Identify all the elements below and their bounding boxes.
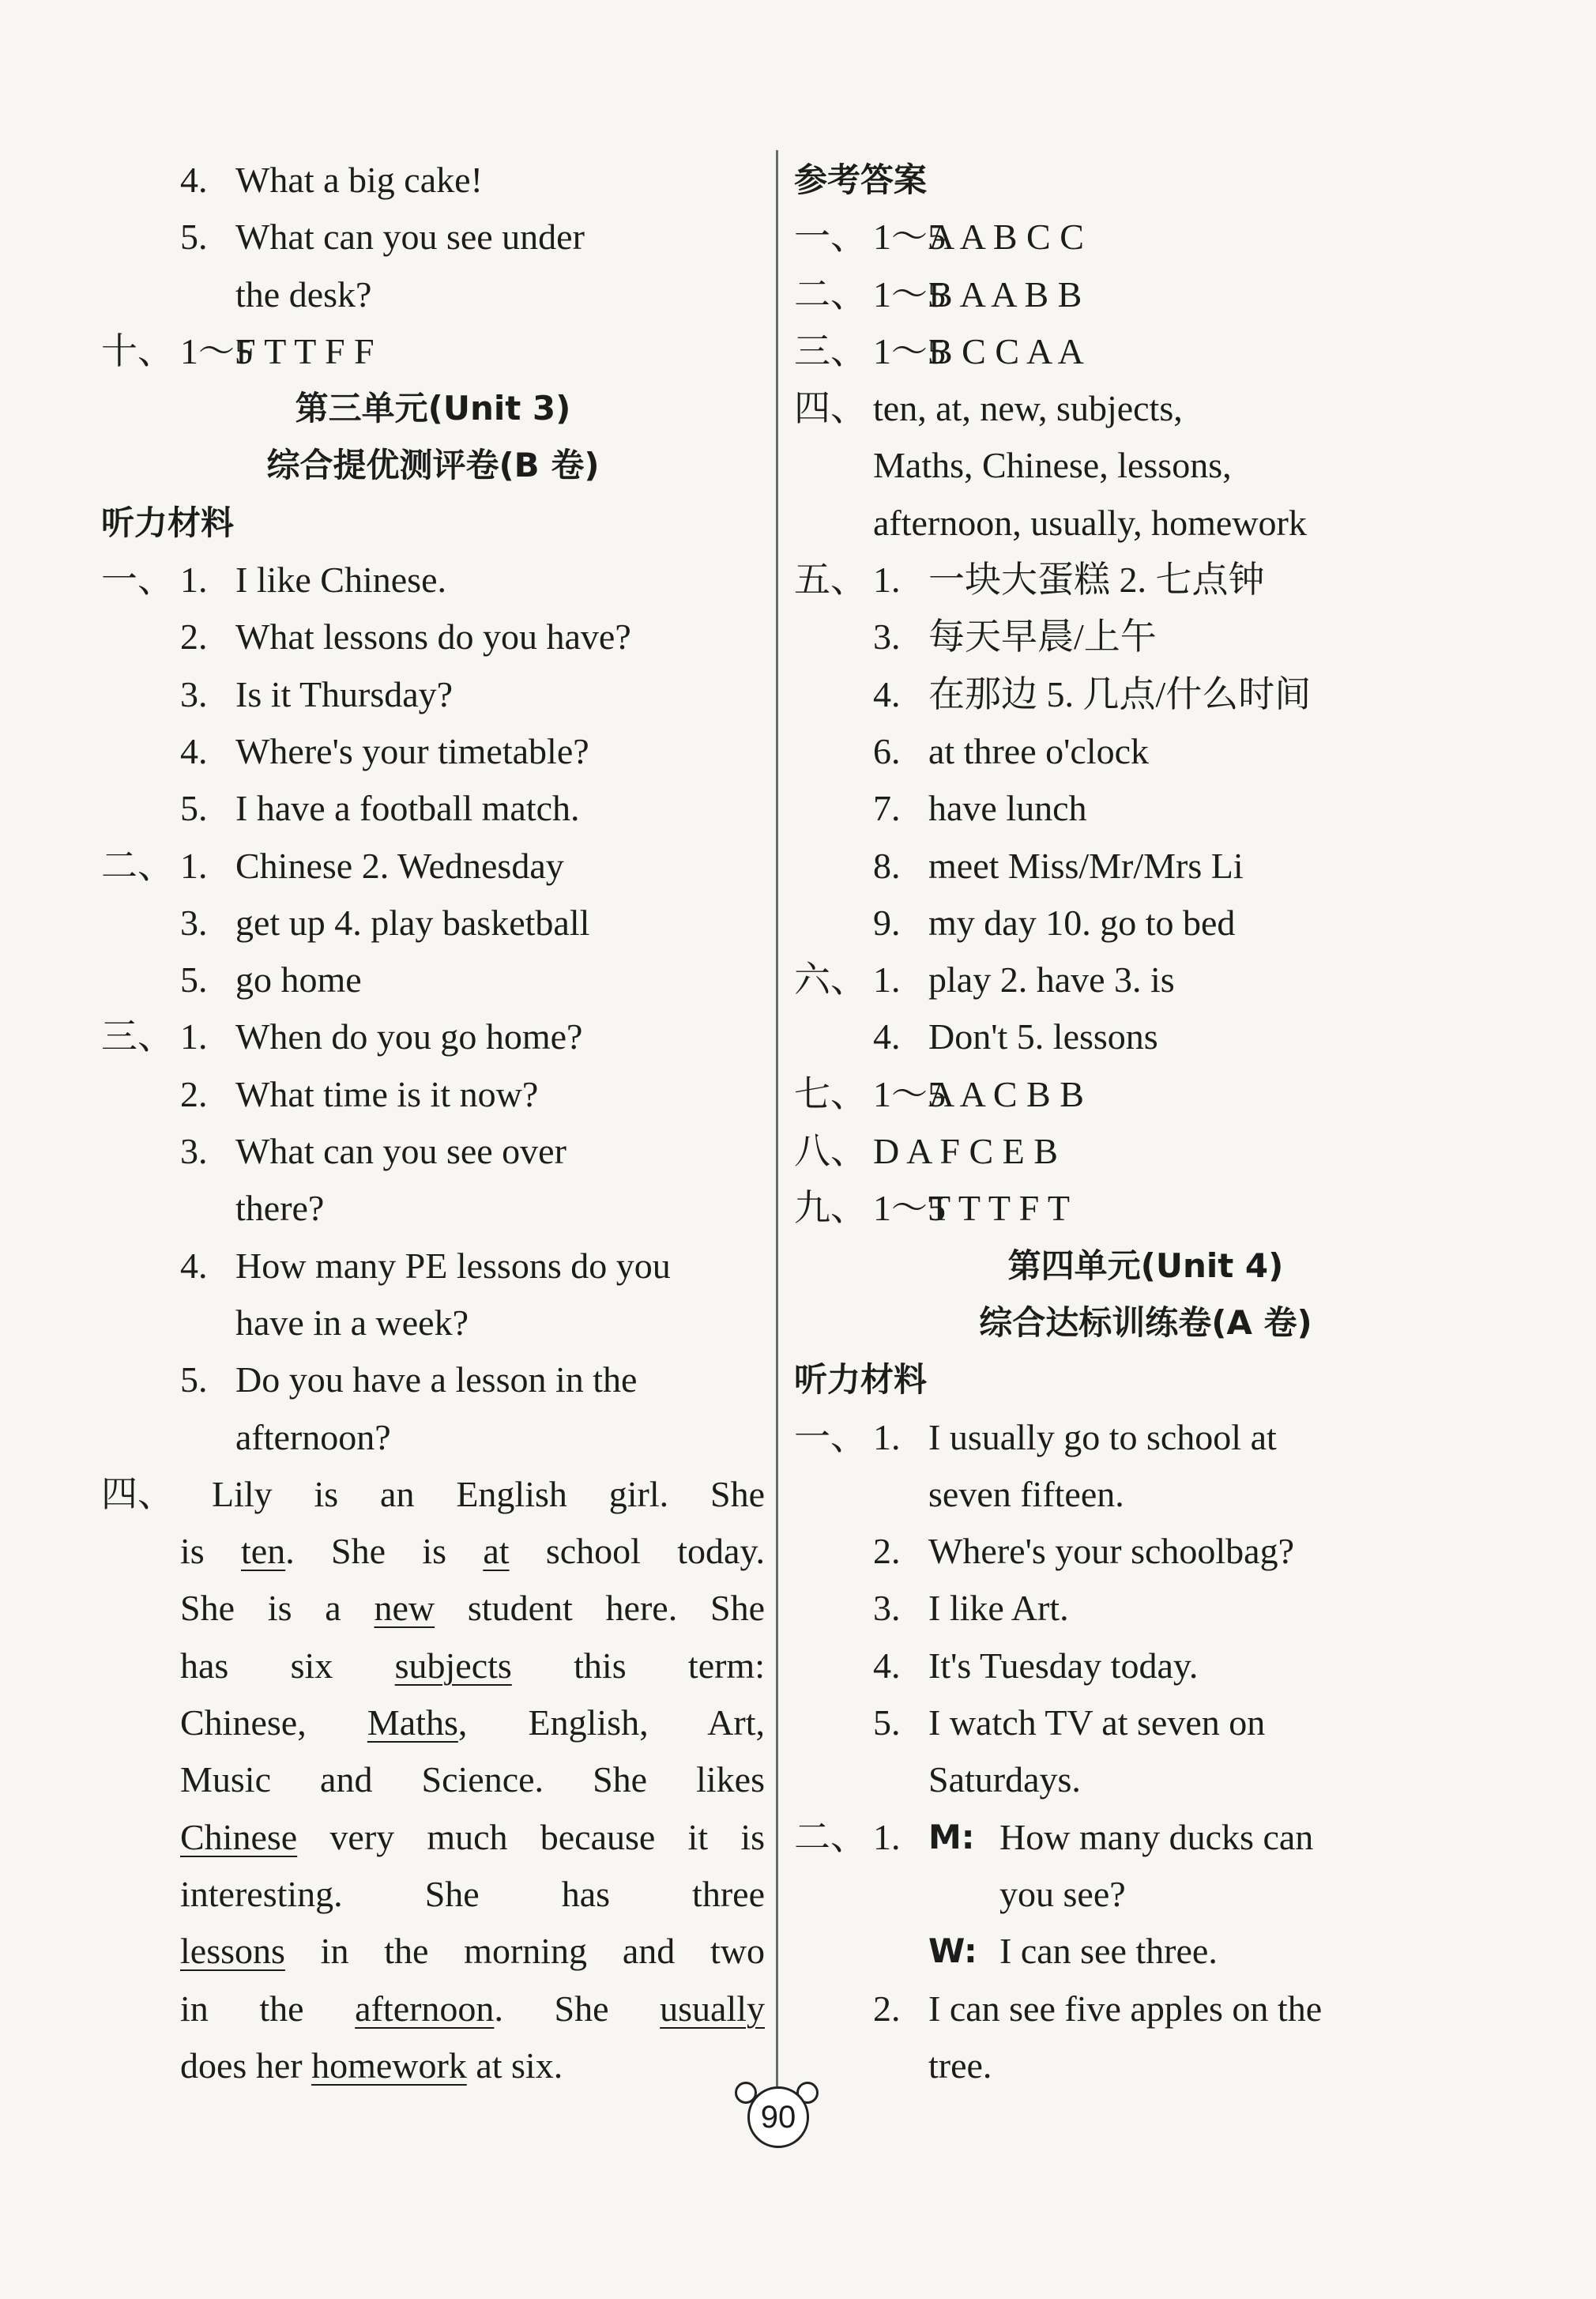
- item-text: I have a football match.: [235, 788, 580, 829]
- item-text: tree.: [928, 2045, 992, 2086]
- text-line: [794, 1694, 1497, 1751]
- text-line: [101, 209, 765, 266]
- passage-line: [180, 1638, 765, 1694]
- passage-line: [180, 1809, 765, 1866]
- passage-line: [180, 1694, 765, 1751]
- item-text: I usually go to school at: [928, 1416, 1277, 1457]
- text-line: [794, 266, 1497, 323]
- question-marker: 二、: [794, 273, 867, 315]
- question-marker: 二、: [101, 845, 174, 886]
- blank-answer: Maths: [367, 1702, 458, 1743]
- text-line: [101, 666, 765, 723]
- text-line: [794, 1295, 1497, 1351]
- answer-text: Maths, Chinese, lessons,: [873, 445, 1232, 486]
- passage-text: interesting. She has three: [180, 1873, 765, 1914]
- question-marker: 一、: [794, 1416, 867, 1457]
- blank-answer: afternoon: [355, 1988, 495, 2029]
- passage-text: . She: [494, 1988, 661, 2029]
- item-number: 2.: [180, 1073, 208, 1114]
- speaker-label: M:: [928, 1817, 975, 1856]
- passage-line: [180, 1923, 765, 1980]
- item-text: 在那边 5. 几点/什么时间: [928, 673, 1312, 714]
- question-marker: 三、: [794, 330, 867, 371]
- item-number: 4.: [180, 730, 208, 771]
- section-heading: 第三单元(Unit 3): [295, 389, 571, 428]
- item-number: 6.: [873, 730, 901, 771]
- item-text: B C C A A: [928, 330, 1084, 371]
- item-text: have lunch: [928, 788, 1087, 829]
- text-line: [101, 1751, 765, 1808]
- item-text: A A B C C: [928, 217, 1084, 258]
- text-line: [794, 1466, 1497, 1523]
- text-line: [794, 437, 1497, 494]
- item-number: 4.: [180, 160, 208, 200]
- section-title: 听力材料: [101, 503, 235, 542]
- text-line: [794, 1180, 1497, 1237]
- item-text: When do you go home?: [235, 1016, 583, 1057]
- blank-answer: usually: [660, 1988, 766, 2029]
- item-number: 9.: [873, 902, 901, 943]
- item-text: How many PE lessons do you: [235, 1245, 671, 1286]
- text-line: [794, 1008, 1497, 1065]
- item-text: What can you see over: [235, 1131, 567, 1172]
- speaker-label: W:: [928, 1932, 977, 1971]
- item-text: How many ducks can: [999, 1816, 1314, 1857]
- passage-text: , English, Art,: [457, 1702, 766, 1743]
- item-number: 5.: [180, 217, 208, 258]
- text-line: [101, 1638, 765, 1694]
- text-line: [794, 1751, 1497, 1808]
- text-line: [794, 609, 1497, 665]
- passage-text: this term:: [511, 1645, 765, 1686]
- item-number: 4.: [873, 673, 901, 714]
- item-text: I watch TV at seven on: [928, 1702, 1266, 1743]
- text-line: [794, 1523, 1497, 1580]
- text-line: [101, 495, 765, 552]
- blank-answer: homework: [311, 2045, 467, 2086]
- text-line: [101, 1866, 765, 1923]
- item-number: 5.: [180, 1359, 208, 1400]
- text-line: [101, 1523, 765, 1580]
- text-line: [794, 1809, 1497, 1866]
- item-number: 4.: [873, 1016, 901, 1057]
- passage-text: She is a: [180, 1588, 375, 1629]
- page-number: 90: [747, 2086, 809, 2148]
- item-number: 1～5: [873, 330, 946, 371]
- section-heading: 综合提优测评卷(B 卷): [266, 446, 600, 485]
- right-column: [794, 152, 1497, 2094]
- blank-answer: ten: [241, 1531, 286, 1572]
- text-line: [101, 1295, 765, 1351]
- text-line: [101, 1923, 765, 1980]
- item-text: Saturdays.: [928, 1759, 1081, 1800]
- passage-text: student here. She: [435, 1588, 765, 1629]
- item-number: 1.: [180, 560, 208, 601]
- item-number: 3.: [180, 1131, 208, 1172]
- text-line: [794, 1923, 1497, 1980]
- text-line: [101, 380, 765, 437]
- text-line: [101, 266, 765, 323]
- item-text: What time is it now?: [235, 1073, 539, 1114]
- passage-text: in the morning and two: [284, 1931, 765, 1972]
- passage-text: at six.: [466, 2045, 563, 2086]
- text-line: [794, 495, 1497, 552]
- item-text: seven fifteen.: [928, 1473, 1124, 1514]
- item-text: F T T F F: [235, 330, 375, 371]
- question-marker: 四、: [794, 388, 867, 429]
- passage-text: Lily is an English girl. She: [212, 1473, 765, 1514]
- question-marker: 六、: [794, 959, 867, 1001]
- item-number: 1.: [873, 959, 901, 1001]
- item-text: 一块大蛋糕 2. 七点钟: [928, 560, 1265, 601]
- item-text: there?: [235, 1188, 325, 1229]
- question-marker: 一、: [794, 217, 867, 258]
- text-line: [101, 437, 765, 494]
- passage-line: [212, 1466, 765, 1523]
- item-text: Where's your schoolbag?: [928, 1531, 1295, 1572]
- answer-text: D A F C E B: [873, 1131, 1058, 1172]
- text-line: [101, 1066, 765, 1123]
- text-line: [101, 609, 765, 665]
- item-number: 4.: [873, 1645, 901, 1686]
- item-text: I like Chinese.: [235, 560, 446, 601]
- question-marker: 一、: [101, 560, 174, 601]
- text-line: [794, 838, 1497, 895]
- text-line: [794, 552, 1497, 609]
- item-number: 7.: [873, 788, 901, 829]
- passage-line: [180, 1523, 765, 1580]
- passage-line: [180, 2037, 563, 2094]
- left-column: [101, 152, 765, 2094]
- item-text: B A A B B: [928, 273, 1082, 315]
- passage-text: in the: [180, 1988, 356, 2029]
- item-text: meet Miss/Mr/Mrs Li: [928, 845, 1244, 886]
- question-marker: 九、: [794, 1188, 867, 1229]
- text-line: [794, 209, 1497, 266]
- item-number: 1～5: [873, 217, 946, 258]
- text-line: [101, 1351, 765, 1408]
- question-marker: 八、: [794, 1131, 867, 1172]
- text-line: [794, 1580, 1497, 1637]
- item-number: 2.: [873, 1988, 901, 2029]
- item-text: the desk?: [235, 273, 372, 315]
- answer-text: afternoon, usually, homework: [873, 502, 1307, 543]
- passage-line: [180, 1981, 765, 2037]
- item-number: 3.: [180, 673, 208, 714]
- item-number: 1～5: [180, 330, 253, 371]
- item-number: 1～5: [873, 1073, 946, 1114]
- text-line: [794, 1351, 1497, 1408]
- item-number: 5.: [180, 959, 208, 1001]
- text-line: [101, 895, 765, 952]
- dialogue-text: you see?: [999, 1873, 1126, 1914]
- text-line: [101, 1466, 765, 1523]
- item-text: I like Art.: [928, 1588, 1069, 1629]
- passage-text: . She is: [285, 1531, 484, 1572]
- item-text: play 2. have 3. is: [928, 959, 1175, 1001]
- section-heading: 第四单元(Unit 4): [1007, 1246, 1284, 1285]
- text-line: [794, 1238, 1497, 1295]
- text-line: [794, 152, 1497, 209]
- text-line: [101, 323, 765, 380]
- item-text: I can see three.: [999, 1931, 1218, 1972]
- question-marker: 四、: [101, 1473, 174, 1514]
- item-number: 4.: [180, 1245, 208, 1286]
- text-line: [101, 1694, 765, 1751]
- passage-text: very much because it is: [297, 1816, 765, 1857]
- blank-answer: at: [483, 1531, 510, 1572]
- section-title: 听力材料: [794, 1360, 928, 1400]
- text-line: [101, 1180, 765, 1237]
- text-line: [794, 780, 1497, 837]
- passage-text: is: [180, 1531, 241, 1572]
- item-text: my day 10. go to bed: [928, 902, 1236, 943]
- text-line: [794, 2037, 1497, 2094]
- item-number: 3.: [873, 616, 901, 658]
- text-line: [794, 1409, 1497, 1466]
- blank-answer: subjects: [394, 1645, 512, 1686]
- item-text: Don't 5. lessons: [928, 1016, 1158, 1057]
- item-number: 2.: [873, 1531, 901, 1572]
- item-text: get up 4. play basketball: [235, 902, 590, 943]
- text-line: [101, 152, 765, 209]
- passage-text: Chinese,: [180, 1702, 367, 1743]
- text-line: [794, 323, 1497, 380]
- text-line: [101, 723, 765, 780]
- item-text: Where's your timetable?: [235, 730, 589, 771]
- item-text: What a big cake!: [235, 160, 483, 200]
- text-line: [794, 1981, 1497, 2037]
- text-line: [101, 1409, 765, 1466]
- item-number: 8.: [873, 845, 901, 886]
- item-number: 3.: [180, 902, 208, 943]
- item-number: 1.: [873, 1416, 901, 1457]
- passage-text: Music and Science. She likes: [180, 1759, 765, 1800]
- question-marker: 二、: [794, 1816, 867, 1857]
- item-text: What can you see under: [235, 217, 585, 258]
- item-text: It's Tuesday today.: [928, 1645, 1199, 1686]
- blank-answer: new: [374, 1588, 435, 1629]
- item-number: 1.: [180, 1016, 208, 1057]
- item-text: at three o'clock: [928, 730, 1150, 771]
- text-line: [101, 1008, 765, 1065]
- item-number: 3.: [873, 1588, 901, 1629]
- item-text: have in a week?: [235, 1302, 469, 1343]
- text-line: [794, 1066, 1497, 1123]
- text-line: [101, 780, 765, 837]
- section-heading: 综合达标训练卷(A 卷): [979, 1302, 1312, 1342]
- item-text: What lessons do you have?: [235, 616, 631, 658]
- question-marker: 三、: [101, 1016, 174, 1057]
- text-line: [794, 1866, 1497, 1923]
- text-line: [794, 723, 1497, 780]
- passage-text: has six: [180, 1645, 395, 1686]
- item-number: 5.: [873, 1702, 901, 1743]
- text-line: [101, 1809, 765, 1866]
- blank-answer: Chinese: [180, 1816, 298, 1857]
- item-text: Chinese 2. Wednesday: [235, 845, 564, 886]
- text-line: [794, 952, 1497, 1008]
- text-line: [794, 1123, 1497, 1180]
- text-line: [101, 2037, 765, 2094]
- passage-line: [180, 1580, 765, 1637]
- passage-line: [180, 1866, 765, 1923]
- item-text: 每天早晨/上午: [928, 616, 1157, 658]
- question-marker: 十、: [101, 330, 174, 371]
- passage-text: school today.: [509, 1531, 765, 1572]
- item-number: 2.: [180, 616, 208, 658]
- text-line: [101, 552, 765, 609]
- item-number: 1.: [873, 560, 901, 601]
- passage-line: [180, 1751, 765, 1808]
- item-number: 5.: [180, 788, 208, 829]
- text-line: [101, 838, 765, 895]
- item-text: afternoon?: [235, 1416, 391, 1457]
- item-text: Do you have a lesson in the: [235, 1359, 638, 1400]
- blank-answer: lessons: [180, 1931, 285, 1972]
- item-text: T T T F T: [928, 1188, 1070, 1229]
- item-number: 1.: [180, 845, 208, 886]
- text-line: [794, 380, 1497, 437]
- text-line: [101, 1981, 765, 2037]
- text-line: [101, 1123, 765, 1180]
- text-line: [101, 1238, 765, 1295]
- item-number: 1～5: [873, 1188, 946, 1229]
- item-number: 1～5: [873, 273, 946, 315]
- column-divider: [776, 150, 778, 2086]
- question-marker: 七、: [794, 1073, 867, 1114]
- item-text: I can see five apples on the: [928, 1988, 1323, 2029]
- text-line: [794, 895, 1497, 952]
- question-marker: 五、: [794, 560, 867, 601]
- text-line: [101, 952, 765, 1008]
- item-text: go home: [235, 959, 362, 1001]
- text-line: [794, 666, 1497, 723]
- item-text: Is it Thursday?: [235, 673, 454, 714]
- section-title: 参考答案: [794, 160, 928, 199]
- answer-text: ten, at, new, subjects,: [873, 388, 1183, 429]
- item-text: A A C B B: [928, 1073, 1084, 1114]
- text-line: [101, 1580, 765, 1637]
- text-line: [794, 1638, 1497, 1694]
- passage-text: does her: [180, 2045, 312, 2086]
- item-number: 1.: [873, 1816, 901, 1857]
